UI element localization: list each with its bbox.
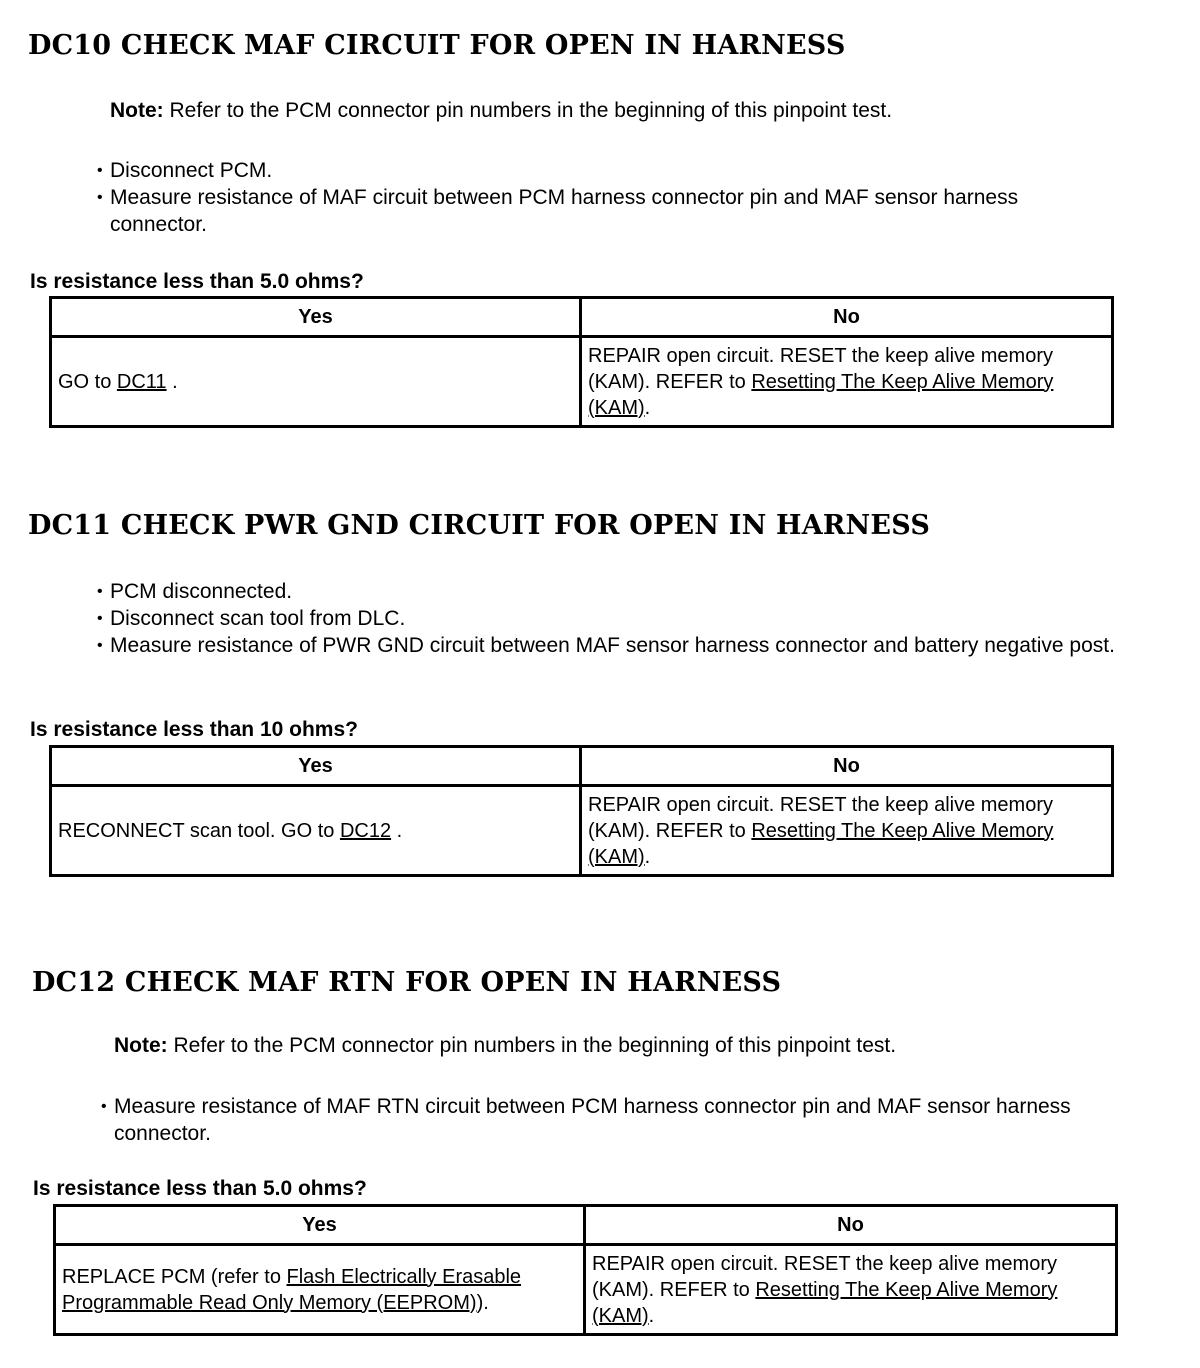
- step-list: [101, 1093, 1151, 1147]
- question: Is resistance less than 5.0 ohms?: [30, 270, 364, 293]
- kam-reset-link[interactable]: Resetting The Keep Alive Memory (KAM): [592, 1278, 1058, 1327]
- result-table: [49, 745, 1114, 877]
- goto-dc11-link[interactable]: DC11: [116, 370, 167, 393]
- step-item: • PCM disconnected.: [97, 578, 1142, 605]
- yes-header: Yes: [51, 298, 581, 337]
- result-table: [49, 296, 1114, 428]
- section-title: DC12 CHECK MAF RTN FOR OPEN IN HARNESS: [32, 967, 782, 998]
- no-header: No: [581, 298, 1113, 337]
- yes-header: Yes: [51, 747, 581, 786]
- yes-cell: RECONNECT scan tool. GO to DC12 .: [51, 786, 581, 876]
- step-item: • Measure resistance of PWR GND circuit between MAF sensor harness connector and battery negative post.: [97, 632, 1142, 659]
- yes-cell: REPLACE PCM (refer to Flash Electrically Erasable Programmable Read Only Memory (EEPROM)).: [55, 1245, 585, 1335]
- note-text: Refer to the PCM connector pin numbers in the beginning of this pinpoint test.: [173, 1034, 897, 1057]
- kam-reset-link[interactable]: Resetting The Keep Alive Memory (KAM): [588, 819, 1054, 868]
- note-label: Note:: [114, 1034, 168, 1057]
- section-title: DC11 CHECK PWR GND CIRCUIT FOR OPEN IN HARNESS: [28, 510, 931, 541]
- no-cell: REPAIR open circuit. RESET the keep alive memory (KAM). REFER to Resetting The Keep Alive Memory (KAM).: [581, 786, 1113, 876]
- note-text: Refer to the PCM connector pin numbers in the beginning of this pinpoint test.: [169, 99, 893, 122]
- yes-cell: GO to DC11 .: [51, 337, 581, 427]
- yes-header: Yes: [55, 1206, 585, 1245]
- step-list: [97, 578, 1142, 659]
- step-item: • Measure resistance of MAF RTN circuit between PCM harness connector pin and MAF sensor harness connector.: [101, 1093, 1151, 1147]
- no-cell: REPAIR open circuit. RESET the keep alive memory (KAM). REFER to Resetting The Keep Alive Memory (KAM).: [581, 337, 1113, 427]
- section-title: DC10 CHECK MAF CIRCUIT FOR OPEN IN HARNESS: [28, 30, 846, 61]
- no-header: No: [585, 1206, 1117, 1245]
- goto-dc12-link[interactable]: DC12: [339, 819, 392, 842]
- kam-reset-link[interactable]: Resetting The Keep Alive Memory (KAM): [588, 370, 1054, 419]
- note-label: Note:: [110, 99, 164, 122]
- result-table: [53, 1204, 1118, 1336]
- note: [114, 1034, 896, 1058]
- question: Is resistance less than 10 ohms?: [30, 718, 358, 741]
- note: [110, 99, 892, 123]
- no-header: No: [581, 747, 1113, 786]
- step-item: • Measure resistance of MAF circuit between PCM harness connector pin and MAF sensor harness connector.: [97, 184, 1097, 238]
- step-item: • Disconnect scan tool from DLC.: [97, 605, 1142, 632]
- no-cell: REPAIR open circuit. RESET the keep alive memory (KAM). REFER to Resetting The Keep Alive Memory (KAM).: [585, 1245, 1117, 1335]
- eeprom-link[interactable]: Flash Electrically Erasable Programmable Read Only Memory (EEPROM): [62, 1265, 522, 1314]
- step-item: • Disconnect PCM.: [97, 157, 1097, 184]
- step-list: [97, 157, 1097, 238]
- question: Is resistance less than 5.0 ohms?: [33, 1177, 367, 1200]
